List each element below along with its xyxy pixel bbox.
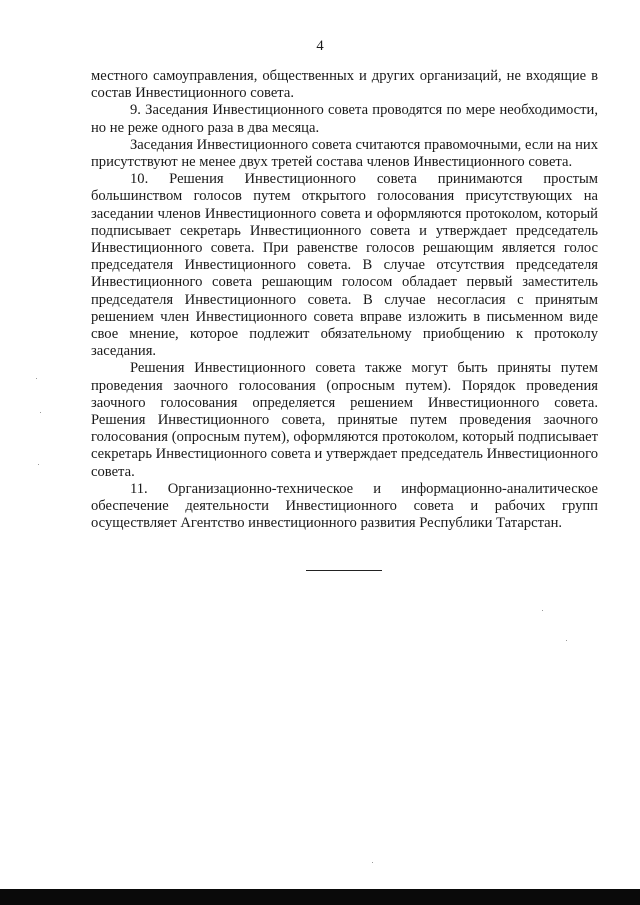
scan-speck xyxy=(40,412,41,413)
scan-speck xyxy=(542,610,543,611)
paragraph-quorum: Заседания Инвестиционного совета считаются правомочными, если на них присутствуют не менее двух третей состава членов Инвестиционного совета. xyxy=(91,136,598,171)
scan-speck xyxy=(566,640,567,641)
scan-speck xyxy=(372,862,373,863)
paragraph-item-9: 9. Заседания Инвестиционного совета проводятся по мере необходимости, но не реже одного раза в два месяца. xyxy=(91,102,598,136)
paragraph-remote-voting: Решения Инвестиционного совета также могут быть приняты путем проведения заочного голосования (опросным путем). Порядок проведения заочного голосования определяется решением Инвестиционного совета. Решения Инвестиционного совета, принятые путем проведения заочного голосования (опросным путем), оформляются протоколом, который подписывает секретарь Инвестиционного совета и утверждает председатель Инвестиционного совета. xyxy=(91,360,598,480)
paragraph-continuation: местного самоуправления, общественных и других организаций, не входящие в состав Инвестиционного совета. xyxy=(91,68,598,102)
document-body xyxy=(91,68,598,532)
paragraph-item-11: 11. Организационно-техническое и информационно-аналитическое обеспечение деятельности Инвестиционного совета и рабочих групп осуществляет Агентство инвестиционного развития Республики Татарстан. xyxy=(91,480,598,532)
scan-speck xyxy=(36,378,37,379)
page-number: 4 xyxy=(316,38,324,54)
scan-speck xyxy=(38,464,39,465)
scan-bottom-border xyxy=(0,889,640,905)
end-of-text-rule xyxy=(306,570,382,571)
paragraph-item-10: 10. Решения Инвестиционного совета принимаются простым большинством голосов путем открытого голосования присутствующих на заседании членов Инвестиционного совета и оформляются протоколом, который подписывает секретарь Инвестиционного совета и утверждает председатель Инвестиционного совета. При равенстве голосов решающим является голос председателя Инвестиционного совета. В случае отсутствия председателя Инвестиционного совета решающим голосом обладает первый заместитель председателя Инвестиционного совета. В случае несогласия с принятым решением член Инвестиционного совета вправе изложить в письменном виде свое мнение, которое подлежит обязательному приобщению к протоколу заседания. xyxy=(91,171,598,360)
